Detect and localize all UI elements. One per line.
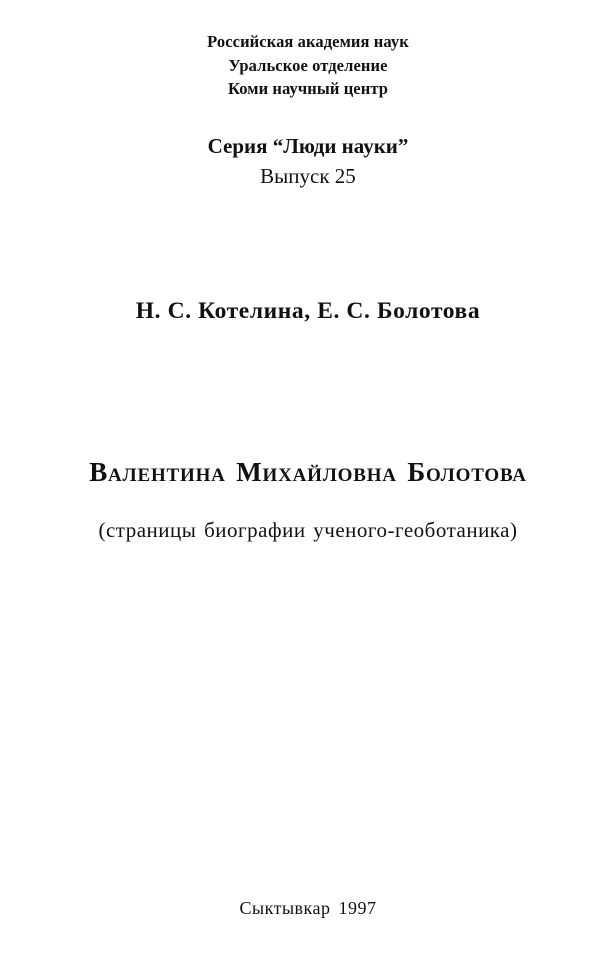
imprint: Сыктывкар 1997: [239, 898, 377, 918]
institution-academy: Российская академия наук: [207, 32, 409, 51]
book-subtitle: (страницы биографии ученого-геоботаника): [98, 518, 518, 542]
series-title: Серия “Люди науки”: [207, 134, 409, 158]
institution-center: Коми научный центр: [227, 79, 389, 98]
institution-branch: Уральское отделение: [228, 56, 388, 75]
series-issue: Выпуск 25: [260, 164, 356, 188]
book-title: Валентина Михайловна Болотова: [89, 457, 527, 487]
authors: Н. С. Котелина, Е. С. Болотова: [135, 298, 481, 324]
